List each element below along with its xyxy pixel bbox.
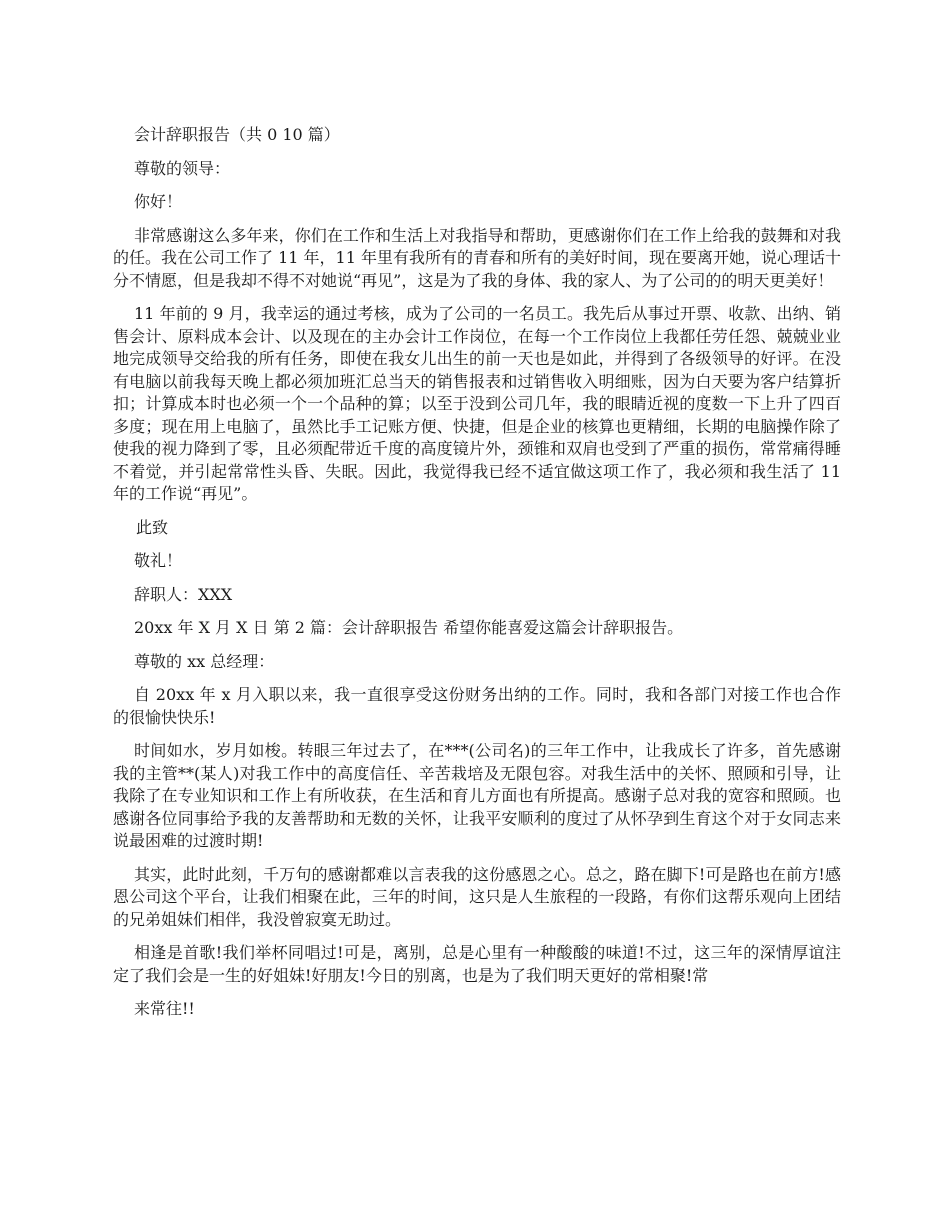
- body-paragraph: 11 年前的 9 月，我幸运的通过考核，成为了公司的一名员工。我先后从事过开票、收款、出纳、销售会计、原料成本会计、以及现在的主办会计工作岗位，在每一个工作岗位上我都任劳任怨、兢兢业业地完成领导交给我的所有任务，即使在我女儿出生的前一天也是如此，并得到了各级领导的好评。在没有电脑以前我每天晚上都必须加班汇总当天的销售报表和过销售收入明细账，因为白天要为客户结算折扣；计算成本时也必须一个一个品种的算；以至于没到公司几年，我的眼睛近视的度数一下上升了四百多度；现在用上电脑了，虽然比手工记账方便、快捷，但是企业的核算也更精细，长期的电脑操作除了使我的视力降到了零，且必须配带近千度的高度镜片外，颈锥和双肩也受到了严重的损伤，常常痛得睡不着觉，并引起常常性头昏、失眠。因此，我觉得我已经不适宜做这项工作了，我必须和我生活了 11 年的工作说“再见”。: [113, 304, 841, 503]
- body-paragraph: 其实，此时此刻，千万句的感谢都难以言表我的这份感恩之心。总之，路在脚下!可是路也在前方!感恩公司这个平台，让我们相聚在此，三年的时间，这只是人生旅程的一段路，有你们这帮乐观向上团结的兄弟姐妹们相伴，我没曾寂寞无助过。: [113, 864, 841, 929]
- salutation: 尊敬的领导：: [134, 158, 231, 178]
- salutation: 尊敬的 xx 总经理：: [134, 651, 275, 671]
- signature-line: 辞职人：XXX: [134, 584, 233, 604]
- document-page: [113, 124, 841, 1032]
- greeting: 你好！: [134, 192, 183, 211]
- closing-line: 此致: [136, 517, 169, 537]
- body-paragraph: 自 20xx 年 x 月入职以来，我一直很享受这份财务出纳的工作。同时，我和各部门对接工作也合作的很愉快快乐!: [113, 685, 841, 727]
- body-paragraph: 非常感谢这么多年来，你们在工作和生活上对我指导和帮助，更感谢你们在工作上给我的鼓舞和对我的任。我在公司工作了 11 年，11 年里有我所有的青春和所有的美好时间，现在要离开她，说心理话十分不情愿，但是我却不得不对她说“再见”，这是为了我的身体、我的家人、为了公司的的明天更美好！: [113, 225, 841, 290]
- body-paragraph: 时间如水，岁月如梭。转眼三年过去了，在***(公司名)的三年工作中，让我成长了许多，首先感谢我的主管**(某人)对我工作中的高度信任、辛苦栽培及无限包容。对我生活中的关怀、照顾和引导，让我除了在专业知识和工作上有所收获，在生活和育儿方面也有所提高。感谢子总对我的宽容和照顾。也感谢各位同事给予我的友善帮助和无数的关怀，让我平安顺利的度过了从怀孕到生育这个对于女同志来说最困难的过渡时期!: [113, 741, 841, 850]
- body-paragraph: 相逢是首歌!我们举杯同唱过!可是，离别，总是心里有一种酸酸的味道!不过，这三年的深情厚谊注定了我们会是一生的好姐妹!好朋友!今日的别离，也是为了我们明天更好的常相聚!常: [113, 943, 841, 985]
- document-title: 会计辞职报告（共 0 10 篇）: [134, 125, 340, 144]
- date-and-section-heading: 20xx 年 X 月 X 日 第 2 篇：会计辞职报告 希望你能喜爱这篇会计辞职报告。: [134, 618, 684, 637]
- body-paragraph: 来常往!!: [134, 999, 195, 1018]
- closing-regards: 敬礼！: [134, 551, 183, 570]
